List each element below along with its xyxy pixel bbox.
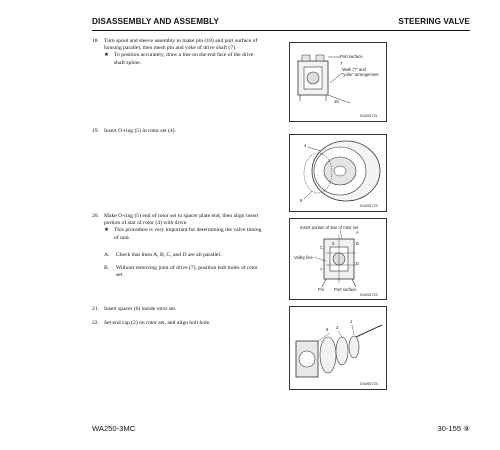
figure-id: DLW01722: [360, 204, 378, 208]
label-mark-1: Mark (“/” and: [342, 67, 366, 72]
label-2: 2: [336, 325, 339, 330]
figure-id: DLW01721: [360, 114, 378, 118]
label-D: D: [356, 261, 360, 266]
label-mark-2: “yoke” arrangement: [342, 72, 379, 77]
section-title: DISASSEMBLY AND ASSEMBLY: [92, 17, 220, 26]
step-text-line: Turn spool and sleeve assembly to make pin (18) and port surface of: [104, 38, 258, 44]
figure-rotor-alignment: [289, 218, 387, 300]
component-title: STEERING VALVE: [398, 17, 470, 26]
step-text-line: portion of star of rotor (4) with drive.: [104, 220, 188, 227]
label-18: 18: [334, 99, 339, 104]
step-number: 21.: [92, 306, 99, 312]
step-number: 22.: [92, 320, 99, 326]
footer-page: [437, 424, 470, 433]
footer-model: WA250-3MC: [92, 424, 136, 433]
step-18: [92, 38, 292, 67]
label-port-surface: Port surface: [334, 287, 357, 292]
star-icon: ★: [104, 52, 110, 59]
step-text-line: Make O-ring (5) end of rotor set to spacer plate end, then align insert: [104, 213, 259, 219]
label-5: 5: [300, 198, 303, 203]
label-1: 1: [350, 319, 353, 324]
label-insert-portion: Insert portion of star of rotor set: [300, 225, 359, 230]
step-21: [92, 306, 272, 313]
label-pin: Pin: [318, 287, 325, 292]
label-A: A: [356, 230, 359, 235]
figure-pin-alignment-drawing: [290, 43, 386, 121]
label-6: 6: [326, 327, 329, 332]
substep-text: Check that lines A, B, C, and D are all parallel.: [116, 252, 222, 258]
figure-rotor-alignment-drawing: [290, 219, 386, 299]
substep-text-line: set.: [116, 272, 124, 279]
step-20-a: [104, 252, 284, 259]
step-number: 19.: [92, 128, 99, 134]
label-7: 7: [320, 267, 323, 272]
figure-end-cap-drawing: [290, 307, 386, 389]
revision-mark: ⑨: [463, 424, 470, 433]
step-text-line: Set end cap (2) on rotor set, and align bolt hole.: [104, 320, 211, 326]
substep-text-line: Without removing joint of drive (7), position bolt holes of rotor: [116, 265, 258, 271]
figure-oring-rotor-drawing: [290, 135, 386, 211]
step-text-line: Insert spacer (6) inside rotor set.: [104, 306, 177, 312]
figure-pin-alignment: [289, 42, 387, 122]
note-line: shaft spline.: [114, 59, 142, 66]
step-19: [92, 128, 272, 135]
step-22: [92, 320, 282, 327]
note-line: This procedure is very important for determining the valve timing: [114, 227, 262, 234]
step-number: 18.: [92, 38, 99, 44]
label-7: 7: [340, 61, 343, 66]
page-header: [92, 14, 470, 31]
label-valley-line: Valley line: [294, 255, 313, 260]
label-B: B: [356, 241, 359, 246]
step-number: 20.: [92, 213, 99, 219]
step-20-b: [104, 265, 284, 279]
note-line: To position accurately, draw a line on the end face of the drive: [114, 52, 254, 59]
figure-end-cap: [289, 306, 387, 390]
step-20: [92, 213, 292, 242]
figure-id: DLW01724: [360, 382, 378, 386]
note-line: of unit.: [114, 234, 131, 241]
label-4: 4: [332, 241, 335, 246]
label-port-surface: Port surface: [340, 54, 363, 59]
figure-id: DLW01723: [360, 293, 378, 297]
step-text-line: Insert O-ring (5) in rotor set (4).: [104, 128, 176, 134]
star-icon: ★: [104, 227, 110, 234]
figure-oring-rotor: [289, 134, 387, 212]
label-4: 4: [304, 143, 307, 148]
substep-label: B.: [104, 265, 110, 271]
page-number: 30-155: [437, 424, 462, 433]
label-C: C: [320, 245, 324, 250]
substep-label: A.: [104, 252, 110, 258]
step-text-line: housing parallel, then mesh pin and yoke of drive shaft (7).: [104, 45, 237, 52]
